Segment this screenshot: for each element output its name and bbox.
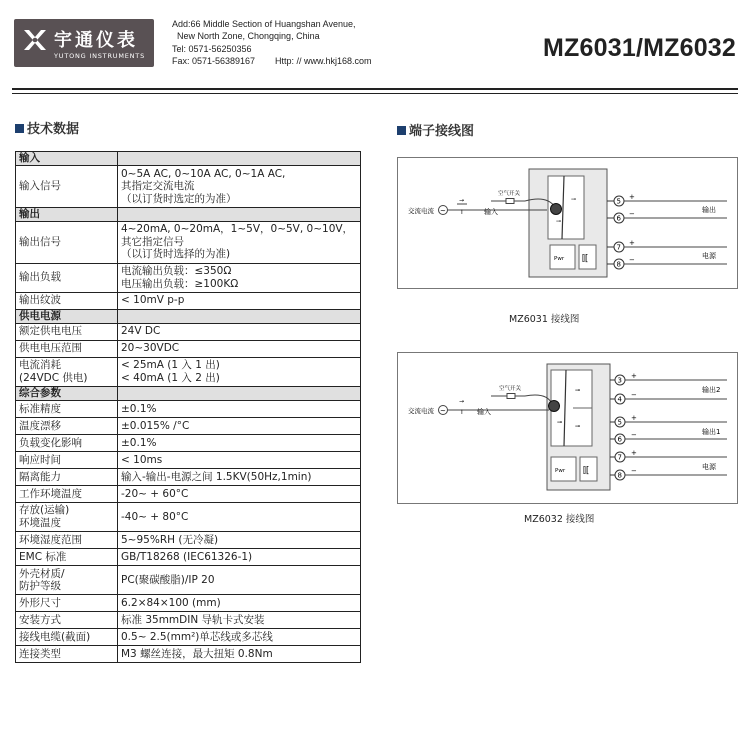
spec-key: [16, 485, 118, 502]
diagram1-terminal-5: [614, 196, 624, 206]
diagram2-terminal-6: [615, 434, 625, 444]
spec-value-line: < 25mA (1 入 1 出): [121, 359, 220, 372]
spec-key-line: 标准精度: [19, 402, 61, 415]
spec-row: [16, 502, 361, 531]
diagram2-power-label: 电源: [702, 463, 716, 471]
diagram2-input-label: 输入: [477, 408, 491, 416]
svg-text:−: −: [631, 431, 637, 439]
diagram2-breaker-label: 空气开关: [499, 386, 522, 392]
diagram2-ac-input-label: 交流电流: [408, 407, 434, 415]
spec-row: [16, 612, 361, 629]
diagram2-ct-icon: [549, 401, 560, 412]
spec-row: [16, 166, 361, 208]
spec-value-line: 0~5A AC, 0~10A AC, 0~1A AC,: [121, 167, 286, 180]
spec-row: [16, 566, 361, 595]
spec-value: [118, 263, 361, 292]
spec-key-line: 额定供电电压: [19, 325, 82, 338]
spec-value-line: 0.5~ 2.5(mm²)单芯线或多芯线: [121, 631, 273, 644]
spec-key: [16, 629, 118, 646]
spec-section-row: [16, 386, 361, 400]
spec-value: [118, 468, 361, 485]
spec-value-line: 20~30VDC: [121, 342, 180, 355]
diagram2-terminal-5: [615, 417, 625, 427]
spec-key: [16, 292, 118, 309]
svg-text:6: 6: [617, 435, 622, 444]
spec-key-line: 外形尺寸: [19, 597, 61, 610]
spec-key: [16, 612, 118, 629]
spec-key-line: 接线电缆(截面): [19, 631, 91, 644]
svg-text:6: 6: [616, 214, 621, 223]
svg-text:+: +: [631, 372, 637, 380]
svg-text:⫿[: ⫿[: [582, 254, 589, 264]
svg-text:I: I: [461, 409, 463, 416]
diagram1-input-label: 输入: [484, 208, 498, 216]
spec-key-line: 输出信号: [19, 235, 61, 248]
svg-text:+: +: [631, 414, 637, 422]
spec-key-line: 电流消耗: [19, 359, 61, 372]
spec-key-line: 输出纹波: [19, 294, 61, 307]
spec-key-line: 输出负载: [19, 271, 61, 284]
diagram2-output2-label: 输出2: [702, 386, 721, 394]
spec-value: [118, 629, 361, 646]
model-title: MZ6031/MZ6032: [543, 34, 736, 62]
diagram1-power-label: 电源: [702, 252, 716, 260]
wiring-diagram-mz6031: [397, 157, 738, 289]
diagram2-terminal-3: [615, 375, 625, 385]
spec-value: [118, 566, 361, 595]
spec-key-line: 防护等级: [19, 580, 61, 593]
spec-key: [16, 502, 118, 531]
spec-key: [16, 323, 118, 340]
spec-section-row: [16, 207, 361, 221]
spec-row: [16, 292, 361, 309]
spec-key-line: (24VDC 供电): [19, 371, 88, 384]
spec-key: [16, 434, 118, 451]
contact-block: [172, 18, 372, 67]
diagram2-terminal-4: [615, 394, 625, 404]
spec-value-line: < 10ms: [121, 453, 163, 466]
diagram2-terminal-7: [615, 452, 625, 462]
svg-text:⊸: ⊸: [557, 419, 563, 426]
spec-value-line: （以订货时选择的为准): [121, 248, 231, 261]
spec-value-line: PC(聚碳酸脂)/IP 20: [121, 573, 215, 586]
spec-key: [16, 357, 118, 386]
spec-value-line: < 10mV p-p: [121, 294, 185, 307]
spec-row: [16, 263, 361, 292]
svg-text:−: −: [629, 210, 635, 218]
logo-chinese-name: 宇通仪表: [54, 30, 138, 51]
svg-text:⊸: ⊸: [575, 423, 581, 430]
spec-key: [16, 549, 118, 566]
spec-key: [16, 166, 118, 208]
spec-value-line: < 40mA (1 入 2 出): [121, 371, 220, 384]
spec-row: [16, 323, 361, 340]
spec-value-line: ±0.1%: [121, 402, 157, 415]
spec-value: [118, 357, 361, 386]
spec-key: [16, 532, 118, 549]
diagram1-caption: MZ6031 接线图: [509, 314, 580, 325]
spec-value-line: 输入-输出-电源之间 1.5KV(50Hz,1min): [121, 470, 312, 483]
logo-mark-icon: [22, 27, 48, 53]
spec-value: [118, 400, 361, 417]
diagram1-output-label: 输出: [702, 206, 716, 214]
svg-text:→: →: [459, 398, 465, 405]
diagram1-breaker-label: 空气开关: [498, 191, 521, 197]
spec-key: [16, 417, 118, 434]
svg-text:⊸: ⊸: [575, 387, 581, 394]
spec-key-line: 负载变化影响: [19, 436, 82, 449]
website-link[interactable]: Http: // www.hkj168.com: [275, 55, 372, 66]
spec-value-line: 其它指定信号: [121, 235, 184, 248]
spec-key-line: 连接类型: [19, 648, 61, 661]
spec-key-line: 安装方式: [19, 614, 61, 627]
spec-value: [118, 549, 361, 566]
spec-section-filler: [118, 309, 361, 323]
svg-text:⫿[: ⫿[: [583, 466, 590, 476]
spec-key-line: EMC 标准: [19, 550, 67, 563]
diagram1-terminal-7: [614, 242, 624, 252]
svg-text:−: −: [631, 467, 637, 475]
spec-value-line: 24V DC: [121, 325, 161, 338]
diagram1-breaker-icon: [506, 199, 514, 204]
spec-value: [118, 612, 361, 629]
spec-value-line: ±0.015% /°C: [121, 419, 190, 432]
spec-key-line: 温度漂移: [19, 419, 61, 432]
wiring-section-title: [397, 120, 474, 139]
diagram1-terminal-8: [614, 259, 624, 269]
spec-key: [16, 646, 118, 663]
spec-row: [16, 400, 361, 417]
spec-value: [118, 434, 361, 451]
spec-key-line: 工作环境温度: [19, 487, 82, 500]
svg-text:5: 5: [617, 418, 622, 427]
tel-line: Tel: 0571-56250356: [172, 43, 252, 54]
spec-section-row: [16, 152, 361, 166]
svg-text:4: 4: [617, 395, 622, 404]
spec-key: [16, 468, 118, 485]
svg-text:+: +: [629, 193, 635, 201]
diagram1-ac-input-label: 交流电流: [408, 207, 434, 215]
spec-key-line: 环境湿度范围: [19, 533, 82, 546]
spec-row: [16, 532, 361, 549]
spec-key: [16, 595, 118, 612]
address-line-1: Add:66 Middle Section of Huangshan Avenue,: [172, 19, 356, 29]
spec-key-line: 响应时间: [19, 453, 61, 466]
fax-line: Fax: 0571-56389167: [172, 55, 256, 66]
spec-value-line: GB/T18268 (IEC61326-1): [121, 550, 253, 563]
logo-english-name: YUTONG INSTRUMENTS: [54, 52, 146, 60]
spec-value-line: 电流输出负载：≤350Ω: [121, 265, 232, 278]
spec-row: [16, 646, 361, 663]
spec-value: [118, 323, 361, 340]
diagram2-pwr-label: Pwr: [555, 468, 566, 474]
spec-value: [118, 340, 361, 357]
spec-row: [16, 417, 361, 434]
spec-section-title: [15, 118, 79, 137]
diagram2-terminal-8: [615, 470, 625, 480]
svg-text:8: 8: [616, 260, 621, 269]
svg-text:→: →: [459, 197, 465, 204]
svg-text:7: 7: [617, 453, 622, 462]
svg-text:3: 3: [617, 376, 622, 385]
spec-value-line: 标准 35mmDIN 导轨卡式安装: [121, 614, 265, 627]
spec-section-label: 供电电源: [16, 309, 118, 323]
address-line-2: New North Zone, Chongqing, China: [177, 31, 320, 42]
header-divider-bottom: [12, 93, 738, 94]
spec-value-line: -20~ + 60°C: [121, 487, 189, 500]
diagram1-pwr-label: Pwr: [554, 256, 565, 262]
spec-key: [16, 566, 118, 595]
svg-text:−: −: [631, 391, 637, 399]
spec-section-label: 综合参数: [16, 386, 118, 400]
spec-value: [118, 532, 361, 549]
spec-row: [16, 221, 361, 263]
spec-value: [118, 292, 361, 309]
spec-section-row: [16, 309, 361, 323]
svg-text:7: 7: [616, 243, 621, 252]
spec-row: [16, 549, 361, 566]
diagram1-terminal-6: [614, 213, 624, 223]
svg-text:⊸: ⊸: [556, 218, 562, 225]
spec-value: [118, 166, 361, 208]
spec-table: [15, 151, 361, 663]
spec-value-line: -40~ + 80°C: [121, 510, 189, 523]
spec-section-label: 输入: [16, 152, 118, 166]
spec-key: [16, 451, 118, 468]
spec-row: [16, 629, 361, 646]
wiring-section-title-text: 端子接线图: [409, 124, 475, 139]
spec-section-filler: [118, 207, 361, 221]
company-logo: [14, 19, 154, 67]
spec-value-line: M3 螺丝连接，最大扭矩 0.8Nm: [121, 648, 273, 661]
diagram2-caption: MZ6032 接线图: [524, 514, 595, 525]
spec-key: [16, 340, 118, 357]
spec-row: [16, 451, 361, 468]
spec-row: [16, 434, 361, 451]
spec-value: [118, 502, 361, 531]
spec-key-line: 存放(运输): [19, 504, 70, 517]
spec-section-label: 输出: [16, 207, 118, 221]
spec-value-line: 4~20mA, 0~20mA，1~5V，0~5V, 0~10V，: [121, 223, 354, 236]
svg-text:8: 8: [617, 471, 622, 480]
spec-row: [16, 485, 361, 502]
spec-value: [118, 417, 361, 434]
spec-row: [16, 595, 361, 612]
spec-section-filler: [118, 152, 361, 166]
spec-row: [16, 468, 361, 485]
spec-section-title-text: 技术数据: [27, 122, 80, 137]
diagram2-output1-label: 输出1: [702, 428, 721, 436]
wiring-diagram-mz6032: [397, 352, 738, 504]
svg-text:+: +: [629, 239, 635, 247]
spec-key: [16, 221, 118, 263]
spec-row: [16, 357, 361, 386]
spec-value-line: ±0.1%: [121, 436, 157, 449]
spec-value: [118, 485, 361, 502]
spec-key-line: 输入信号: [19, 180, 61, 193]
spec-value: [118, 451, 361, 468]
spec-value: [118, 221, 361, 263]
spec-value-line: 6.2×84×100 (mm): [121, 597, 221, 610]
spec-row: [16, 340, 361, 357]
spec-key-line: 隔离能力: [19, 470, 61, 483]
spec-section-filler: [118, 386, 361, 400]
svg-text:I: I: [461, 209, 463, 216]
spec-value-line: 电压输出负载：≥100KΩ: [121, 277, 239, 290]
svg-text:⊸: ⊸: [571, 196, 577, 203]
spec-value-line: 其指定交流电流: [121, 180, 195, 193]
header-divider-top: [12, 88, 738, 90]
svg-text:~: ~: [440, 407, 446, 415]
spec-key: [16, 263, 118, 292]
svg-text:~: ~: [440, 207, 446, 215]
spec-key-line: 外壳材质/: [19, 567, 65, 580]
spec-key: [16, 400, 118, 417]
svg-text:+: +: [631, 449, 637, 457]
spec-value-line: 5~95%RH (无冷凝): [121, 533, 219, 546]
spec-value: [118, 595, 361, 612]
spec-key-line: 供电电压范围: [19, 342, 82, 355]
svg-text:−: −: [629, 256, 635, 264]
spec-value-line: （以订货时选定的为准）: [121, 192, 237, 205]
diagram1-ct-icon: [551, 204, 562, 215]
spec-value: [118, 646, 361, 663]
diagram2-breaker-icon: [507, 394, 515, 399]
svg-text:5: 5: [616, 197, 621, 206]
spec-key-line: 环境温度: [19, 517, 61, 530]
